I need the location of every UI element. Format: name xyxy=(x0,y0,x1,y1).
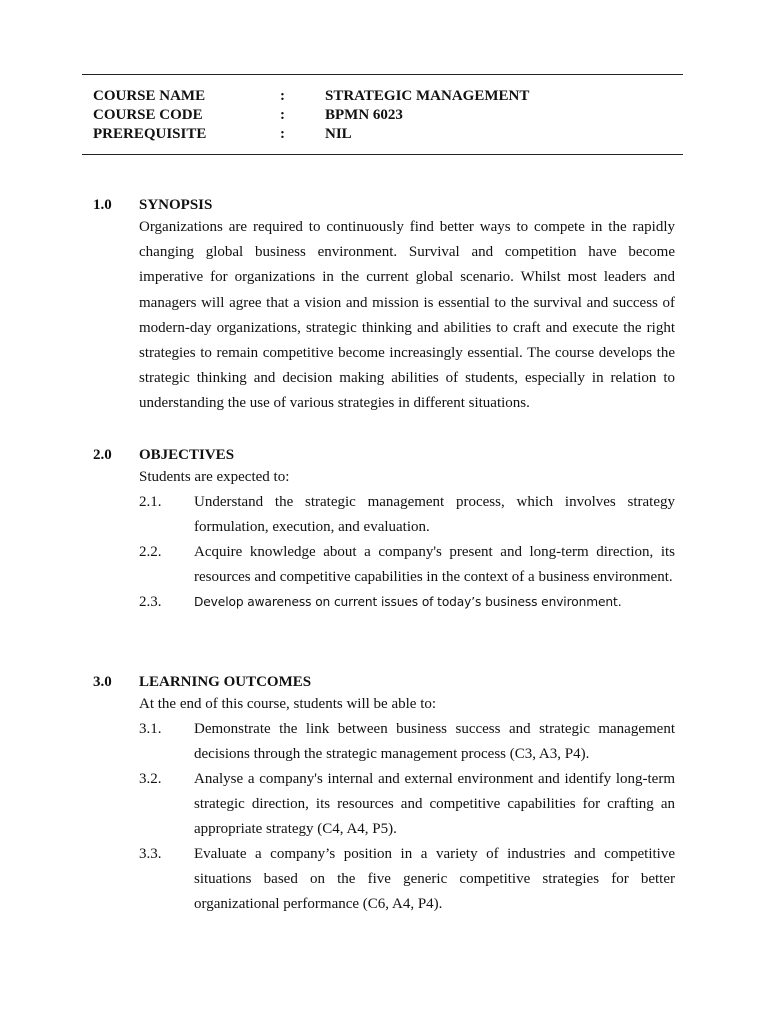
course-code-label: COURSE CODE xyxy=(93,107,203,123)
course-name-label: COURSE NAME xyxy=(93,88,206,104)
outcome-item-number: 3.2. xyxy=(139,771,162,787)
course-header xyxy=(93,87,529,144)
outcome-item-number: 3.1. xyxy=(139,721,162,737)
objectives-title: OBJECTIVES xyxy=(139,447,235,463)
course-code-row xyxy=(93,106,529,125)
prerequisite-row xyxy=(93,125,529,144)
course-name-colon: : xyxy=(280,88,285,104)
prerequisite-value: NIL xyxy=(325,126,352,142)
prerequisite-colon: : xyxy=(280,126,285,142)
synopsis-number: 1.0 xyxy=(93,197,112,213)
objectives-intro: Students are expected to: xyxy=(139,469,290,485)
outcome-item-text: Evaluate a company’s position in a variety of industries and competitive situations based on the five generic competitive strategies for better organizational performance (C6, A4, P4). xyxy=(194,846,675,912)
objectives-section xyxy=(93,446,683,615)
objective-item-text: Acquire knowledge about a company's present and long-term direction, its resources and competitive capabilities in the context of a business environment. xyxy=(194,544,675,585)
outcome-item-text: Demonstrate the link between business success and strategic management decisions through the strategic management process (C3, A3, P4). xyxy=(194,721,675,762)
objectives-number: 2.0 xyxy=(93,447,112,463)
objective-item-number: 2.1. xyxy=(139,494,162,510)
course-name-row xyxy=(93,87,529,106)
course-code-colon: : xyxy=(280,107,285,123)
learning-outcomes-number: 3.0 xyxy=(93,674,112,690)
header-bottom-rule xyxy=(82,154,683,155)
objective-item xyxy=(139,540,675,590)
objective-item-text: Develop awareness on current issues of today’s business environment. xyxy=(194,595,622,609)
synopsis-heading xyxy=(93,196,683,215)
learning-outcomes-title: LEARNING OUTCOMES xyxy=(139,674,312,690)
outcome-item-number: 3.3. xyxy=(139,846,162,862)
synopsis-text: Organizations are required to continuously find better ways to compete in the rapidly changing global business environment. Survival and competition have become imperative for organizations in the current global scenario. Whilst most leaders and managers will agree that a vision and mission is essential to the survival and success of modern-day organizations, strategic thinking and abilities to craft and execute the right strategies to remain competitive become increasingly essential. The course develops the strategic thinking and decision making abilities of students, especially in relation to understanding the use of various strategies in different situations. xyxy=(139,219,675,412)
prerequisite-label: PREREQUISITE xyxy=(93,126,207,142)
objective-item xyxy=(139,490,675,540)
learning-outcomes-section xyxy=(93,673,683,917)
objective-item-number: 2.2. xyxy=(139,544,162,560)
outcome-item-text: Analyse a company's internal and external environment and identify long-term strategic direction, its resources and competitive capabilities for crafting an appropriate strategy (C4, A4, P5). xyxy=(194,771,675,837)
synopsis-title: SYNOPSIS xyxy=(139,197,213,213)
course-code-value: BPMN 6023 xyxy=(325,107,403,123)
objective-item xyxy=(139,590,675,615)
outcome-item xyxy=(139,842,675,917)
outcome-item xyxy=(139,717,675,767)
learning-outcomes-intro: At the end of this course, students will be able to: xyxy=(139,696,437,712)
synopsis-section xyxy=(93,196,683,417)
learning-outcomes-heading xyxy=(93,673,683,692)
objective-item-text: Understand the strategic management process, which involves strategy formulation, execution, and evaluation. xyxy=(194,494,675,535)
objectives-heading xyxy=(93,446,683,465)
course-name-value: STRATEGIC MANAGEMENT xyxy=(325,88,530,104)
outcome-item xyxy=(139,767,675,842)
objective-item-number: 2.3. xyxy=(139,594,162,610)
header-top-rule xyxy=(82,74,683,75)
